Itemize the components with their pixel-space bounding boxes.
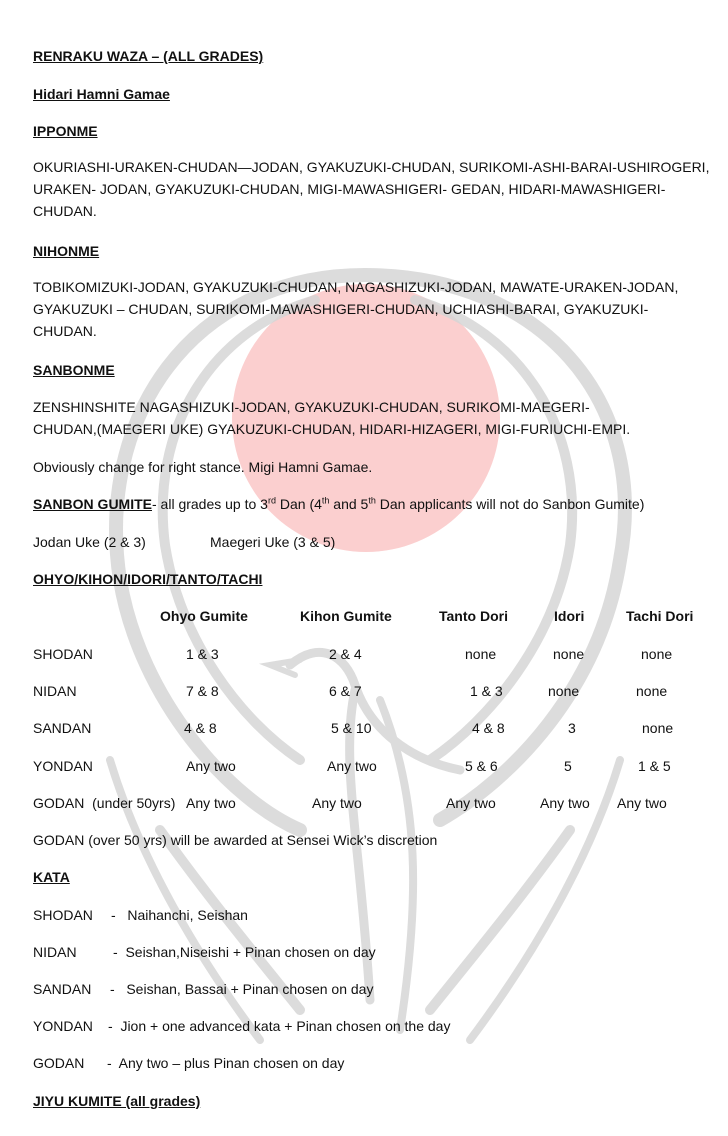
table-cell: none	[641, 646, 673, 662]
table-cell: none	[636, 683, 668, 699]
maegeri-uke-text: Maegeri Uke (3 & 5)	[210, 534, 336, 550]
table-cell: 2 & 4	[329, 646, 362, 662]
sanbonme-heading: SANBONME	[33, 362, 115, 378]
column-header-idori: Idori	[554, 608, 585, 624]
table-cell: 4 & 8	[184, 720, 217, 736]
grade-label: YONDAN	[33, 758, 93, 774]
column-header-tanto: Tanto Dori	[439, 608, 508, 624]
ipponme-line-2: URAKEN- JODAN, GYAKUZUKI-CHUDAN, MIGI-MAWASHIGERI- GEDAN, HIDARI-MAWASHIGERI-	[33, 181, 666, 197]
ipponme-line-3: CHUDAN.	[33, 203, 97, 219]
sanbon-gumite-text-3: and 5	[329, 496, 369, 512]
sanbon-gumite-text-2: Dan (4	[275, 496, 322, 512]
ipponme-line-1: OKURIASHI-URAKEN-CHUDAN—JODAN, GYAKUZUKI-CHUDAN, SURIKOMI-ASHI-BARAI-USHIROGERI,	[33, 159, 710, 175]
kata-grade-label: SHODAN	[33, 907, 93, 923]
kata-requirement: - Jion + one advanced kata + Pinan chosen on the day	[108, 1018, 451, 1034]
table-cell: 6 & 7	[329, 683, 362, 699]
kata-heading: KATA	[33, 869, 70, 885]
table-cell: Any two	[186, 758, 236, 774]
sanbon-gumite-heading: SANBON GUMITE	[33, 496, 152, 512]
kata-requirement: - Seishan, Bassai + Pinan chosen on day	[110, 981, 374, 997]
kata-grade-label: YONDAN	[33, 1018, 93, 1034]
nihonme-heading: NIHONME	[33, 243, 100, 259]
sanbon-gumite-line	[33, 495, 644, 513]
table-cell: 5	[564, 758, 572, 774]
grade-label: SHODAN	[33, 646, 93, 662]
table-cell: Any two	[186, 795, 236, 811]
ipponme-heading: IPPONME	[33, 123, 98, 139]
ordinal-suffix: rd	[267, 495, 276, 506]
ordinal-suffix: th	[321, 495, 330, 506]
stance-heading: Hidari Hamni Gamae	[33, 86, 170, 102]
column-header-tachi: Tachi Dori	[626, 608, 694, 624]
nihonme-line-1: TOBIKOMIZUKI-JODAN, GYAKUZUKI-CHUDAN, NAGASHIZUKI-JODAN, MAWATE-URAKEN-JODAN,	[33, 279, 679, 295]
table-cell: 4 & 8	[472, 720, 505, 736]
table-cell: 3	[568, 720, 576, 736]
kata-requirement: - Any two – plus Pinan chosen on day	[107, 1055, 345, 1071]
kata-requirement: - Naihanchi, Seishan	[111, 907, 248, 923]
godan-over-50-note: GODAN (over 50 yrs) will be awarded at Sensei Wick’s discretion	[33, 832, 438, 848]
kata-grade-label: GODAN	[33, 1055, 85, 1071]
table-cell: 1 & 3	[186, 646, 219, 662]
kata-grade-label: SANDAN	[33, 981, 92, 997]
sanbonme-paragraph	[33, 396, 705, 440]
nihonme-line-2: GYAKUZUKI – CHUDAN, SURIKOMI-MAWASHIGERI-CHUDAN, UCHIASHI-BARAI, GYAKUZUKI-	[33, 301, 649, 317]
table-cell: Any two	[540, 795, 590, 811]
jiyu-kumite-heading: JIYU KUMITE (all grades)	[33, 1093, 201, 1109]
table-cell: 5 & 6	[465, 758, 498, 774]
column-header-ohyo: Ohyo Gumite	[160, 608, 248, 624]
table-cell: 7 & 8	[186, 683, 219, 699]
table-cell: none	[642, 720, 674, 736]
sanbonme-line-1: ZENSHINSHITE NAGASHIZUKI-JODAN, GYAKUZUKI-CHUDAN, SURIKOMI-MAEGERI-	[33, 399, 590, 415]
ipponme-paragraph	[33, 156, 710, 222]
ordinal-suffix: th	[368, 495, 376, 506]
table-cell: Any two	[327, 758, 377, 774]
nihonme-line-3: CHUDAN.	[33, 323, 97, 339]
table-cell: 5 & 10	[331, 720, 372, 736]
sanbonme-line-2: CHUDAN,(MAEGERI UKE) GYAKUZUKI-CHUDAN, HIDARI-HIZAGERI, MIGI-FURIUCHI-EMPI.	[33, 421, 631, 437]
table-cell: Any two	[446, 795, 496, 811]
kata-requirement: - Seishan,Niseishi + Pinan chosen on day	[113, 944, 376, 960]
column-header-kihon: Kihon Gumite	[300, 608, 392, 624]
table-cell: Any two	[312, 795, 362, 811]
right-stance-note: Obviously change for right stance. Migi Hamni Gamae.	[33, 459, 373, 475]
table-cell: Any two	[617, 795, 667, 811]
nihonme-paragraph	[33, 276, 705, 342]
kata-grade-label: NIDAN	[33, 944, 77, 960]
table-cell: none	[465, 646, 497, 662]
grade-label: GODAN (under 50yrs)	[33, 795, 176, 811]
gumite-table-heading: OHYO/KIHON/IDORI/TANTO/TACHI	[33, 571, 263, 587]
grade-label: NIDAN	[33, 683, 77, 699]
grade-label: SANDAN	[33, 720, 92, 736]
sanbon-gumite-text-1: - all grades up to 3	[152, 496, 268, 512]
table-cell: none	[553, 646, 585, 662]
jodan-uke-text: Jodan Uke (2 & 3)	[33, 534, 146, 550]
document-title: RENRAKU WAZA – (ALL GRADES)	[33, 48, 264, 64]
table-cell: 1 & 5	[638, 758, 671, 774]
sanbon-gumite-text-4: Dan applicants will not do Sanbon Gumite)	[375, 496, 645, 512]
table-cell: 1 & 3	[470, 683, 503, 699]
table-cell: none	[548, 683, 580, 699]
